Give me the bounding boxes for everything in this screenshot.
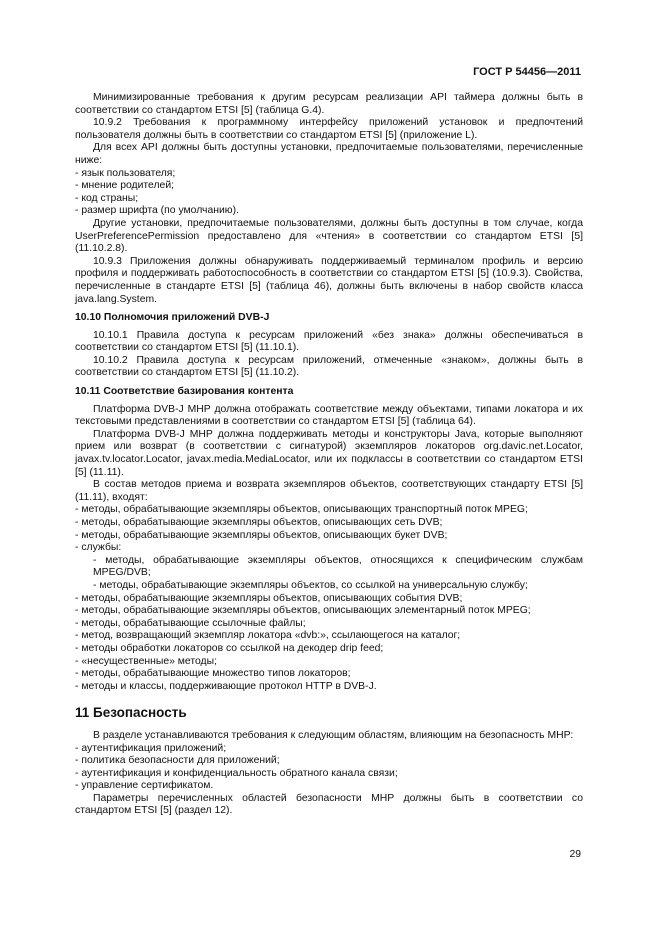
- document-header: ГОСТ Р 54456—2011: [473, 66, 581, 78]
- list-item: - методы, обрабатывающие ссылочные файлы;: [75, 617, 306, 629]
- paragraph: В разделе устанавливаются требования к следующим областям, влияющим на безопасность МНР:: [93, 729, 574, 741]
- list-subitem: - методы, обрабатывающие экземпляры объектов, со ссылкой на универсальную службу;: [93, 579, 528, 591]
- list-item: - политика безопасности для приложений;: [75, 755, 280, 767]
- paragraph: Для всех API должны быть доступны установки, предпочитаемые пользователями, перечисленные ниже:: [75, 142, 583, 166]
- paragraph: Другие установки, предпочитаемые пользователями, должны быть доступны в том случае, когда UserPreferencePermission предоставлено для «чтения» в соответствии со стандартом ETSI [5] (11.10.2.8).: [75, 217, 583, 255]
- list-item: - методы, обрабатывающие экземпляры объектов, описывающих события DVB;: [75, 592, 463, 604]
- paragraph: 10.10.1 Правила доступа к ресурсам приложений «без знака» должны обеспечиваться в соответствии со стандартом ETSI [5] (11.10.1).: [75, 329, 583, 354]
- paragraph: 10.10.2 Правила доступа к ресурсам приложений, отмеченные «знаком», должны быть в соответствии со стандартом ETSI [5] (11.10.2).: [75, 354, 583, 379]
- list-item: - службы:: [75, 542, 122, 554]
- list-item: - аутентификация приложений;: [75, 742, 227, 754]
- paragraph: Платформа DVB-J МНР должна поддерживать методы и конструкторы Java, которые выполняют прием или возврат (в соответствии с сигнатурой) экземпляров локаторов org.davic.net.Locator, javax.tv.locator.Locator, javax.media.MediaLocator, или их подклассы в соответствии со стандартом ETSI [5] (11.11).: [75, 428, 583, 478]
- paragraph: 10.9.2 Требования к программному интерфейсу приложений установок и предпочтений пользователя должны быть в соответствии со стандартом ETSI [5] (приложение L).: [75, 117, 583, 141]
- section-heading: 10.11 Соответствие базирования контента: [75, 386, 294, 398]
- section-heading: 10.10 Полномочия приложений DVB-J: [75, 312, 270, 324]
- list-item: - методы, обрабатывающие экземпляры объектов, описывающих сеть DVB;: [75, 517, 443, 528]
- list-item: - «несущественные» методы;: [75, 655, 217, 667]
- list-item: - язык пользователя;: [75, 167, 176, 179]
- list-item: - методы обработки локаторов со ссылкой на декодер drip feed;: [75, 642, 384, 654]
- paragraph: Минимизированные требования к другим ресурсам реализации API таймера должны быть в соответствии со стандартом ETSI [5] (таблица G.4).: [75, 92, 583, 116]
- list-item: - управление сертификатом.: [75, 780, 214, 792]
- list-item: - метод, возвращающий экземпляр локатора «dvb:», ссылающегося на каталог;: [75, 630, 461, 642]
- document-body: [75, 92, 583, 818]
- list-subitem: - методы, обрабатывающие экземпляры объектов, относящихся к специфическим службам MPEG/DVB;: [93, 554, 583, 579]
- list-item: - методы, обрабатывающие экземпляры объектов, описывающих элементарный поток MPEG;: [75, 605, 531, 617]
- paragraph: В состав методов приема и возврата экземпляров объектов, соответствующих стандарту ETSI [5] (11.11), входят:: [75, 479, 583, 503]
- list-item: - методы и классы, поддерживающие протокол HTTP в DVB-J.: [75, 680, 377, 692]
- chapter-heading: 11 Безопасность: [75, 705, 187, 721]
- list-item: - мнение родителей;: [75, 180, 175, 192]
- list-item: - методы, обрабатывающие экземпляры объектов, описывающих транспортный поток MPEG;: [75, 504, 528, 516]
- list-item: - код страны;: [75, 192, 139, 204]
- list-item: - аутентификация и конфиденциальность обратного канала связи;: [75, 767, 398, 779]
- paragraph: Платформа DVB-J МНР должна отображать соответствие между объектами, типами локатора и их текстовыми представлениями в соответствии со стандартом ETSI [5] (таблица 64).: [75, 403, 583, 428]
- paragraph: Параметры перечисленных областей безопасности МНР должны быть в соответствии со стандартом ETSI [5] (раздел 12).: [75, 792, 583, 817]
- list-item: - методы, обрабатывающие экземпляры объектов, описывающих букет DVB;: [75, 529, 448, 541]
- list-item: - методы, обрабатывающие множество типов локаторов;: [75, 668, 351, 680]
- paragraph: 10.9.3 Приложения должны обнаруживать поддерживаемый терминалом профиль и версию профиля и поддерживать работоспособность в соответствии со стандартом ETSI [5] (10.9.3). Свойства, перечисленные в стандарте ETSI [5] (таблица 46), должны быть включены в набор свойств класса java.lang.System.: [75, 255, 583, 305]
- page-number: 29: [569, 849, 581, 860]
- list-item: - размер шрифта (по умолчанию).: [75, 205, 239, 217]
